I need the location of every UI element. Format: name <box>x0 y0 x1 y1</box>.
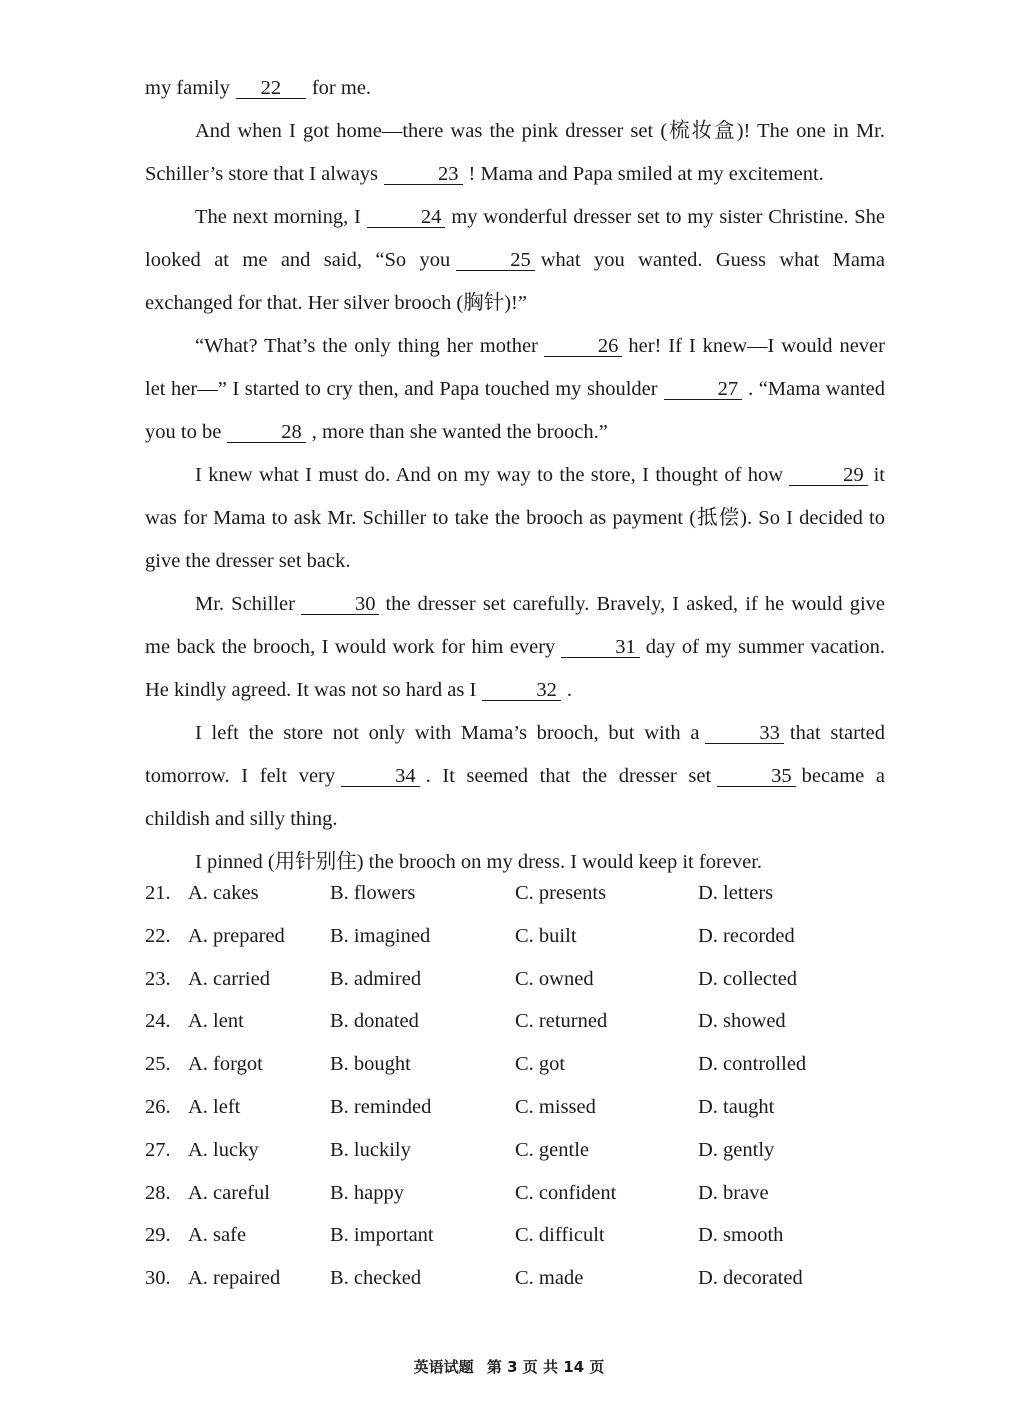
passage-paragraph <box>145 583 885 712</box>
passage-paragraph <box>145 67 885 110</box>
option-c: C. presents <box>515 882 607 904</box>
option-b: B. donated <box>330 1010 419 1033</box>
blank-25: 25 <box>456 250 535 271</box>
blank-33: 33 <box>705 723 784 744</box>
blank-23: 23 <box>384 164 463 185</box>
option-a: A. lent <box>188 1010 244 1033</box>
option-d: D. brave <box>698 1181 769 1204</box>
text: her! If I knew—I would never let her—” I started to cry then, and Papa touched my shoulder <box>145 335 885 400</box>
question-number: 23. <box>145 967 171 990</box>
question-row <box>145 874 885 917</box>
passage-paragraph <box>145 110 885 196</box>
option-a: A. left <box>188 1095 241 1118</box>
option-a: A. careful <box>188 1181 270 1204</box>
text: . <box>566 679 572 701</box>
text: , more than she wanted the brooch.” <box>311 421 608 443</box>
blank-28: 28 <box>227 422 306 443</box>
option-a: A. lucky <box>188 1138 259 1161</box>
question-row <box>145 917 885 960</box>
option-a: A. prepared <box>188 924 285 947</box>
option-d: D. taught <box>698 1095 775 1118</box>
blank-22: 22 <box>236 78 306 99</box>
option-a: A. forgot <box>188 1053 263 1076</box>
blank-27: 27 <box>664 379 743 400</box>
text: ! Mama and Papa smiled at my excitement. <box>468 163 824 185</box>
option-d: D. letters <box>698 882 774 904</box>
option-b: B. admired <box>330 967 422 990</box>
question-row <box>145 1216 885 1259</box>
blank-24: 24 <box>367 207 446 228</box>
text: the dresser set carefully. Bravely, I asked, if he would give me back the brooch, I would work for him every <box>145 593 885 658</box>
question-row <box>145 1259 885 1302</box>
option-d: D. smooth <box>698 1224 784 1247</box>
question-row <box>145 1088 885 1131</box>
blank-31: 31 <box>561 637 640 658</box>
question-number: 21. <box>145 882 171 904</box>
text: I left the store not only with Mama’s brooch, but with a <box>195 722 700 744</box>
text: it was for Mama to ask Mr. Schiller to take the brooch as payment (抵偿). So I decided to give the dresser set back. <box>145 464 885 572</box>
option-d: D. showed <box>698 1010 786 1033</box>
text: I pinned (用针别住) the brooch on my dress. I would keep it forever. <box>195 851 763 873</box>
footer-page-info: 第 3 页 共 14 页 <box>486 1358 605 1376</box>
option-d: D. decorated <box>698 1267 803 1290</box>
passage-paragraph <box>145 196 885 325</box>
question-number: 26. <box>145 1095 171 1118</box>
option-d: D. controlled <box>698 1053 807 1076</box>
blank-35: 35 <box>717 766 796 787</box>
text: . “Mama wanted you to be <box>145 378 885 443</box>
option-c: C. built <box>515 924 577 947</box>
option-b: B. happy <box>330 1181 405 1204</box>
question-row <box>145 1174 885 1217</box>
option-a: A. repaired <box>188 1267 281 1290</box>
option-c: C. got <box>515 1053 566 1076</box>
question-number: 28. <box>145 1181 171 1204</box>
question-number: 22. <box>145 924 171 947</box>
question-row <box>145 1002 885 1045</box>
text: And when I got home—there was the pink dresser set (梳妆盒)! The one in Mr. Schiller’s store that I always <box>145 120 885 185</box>
option-b: B. bought <box>330 1053 411 1076</box>
option-b: B. flowers <box>330 882 416 904</box>
passage-paragraph <box>145 325 885 454</box>
text: my wonderful dresser set to my sister Christine. She looked at me and said, “So you <box>145 206 885 271</box>
answer-options <box>145 874 885 1302</box>
text: . It seemed that the dresser set <box>425 765 712 787</box>
option-b: B. imagined <box>330 924 431 947</box>
option-d: D. gently <box>698 1138 775 1161</box>
text: I knew what I must do. And on my way to the store, I thought of how <box>195 464 784 486</box>
option-c: C. confident <box>515 1181 617 1204</box>
option-c: C. gentle <box>515 1138 590 1161</box>
option-c: C. difficult <box>515 1224 605 1247</box>
text: The next morning, I <box>195 206 361 228</box>
question-row <box>145 1131 885 1174</box>
question-number: 27. <box>145 1138 171 1161</box>
text: what you wanted. Guess what Mama exchanged for that. Her silver brooch (胸针)!” <box>145 249 885 314</box>
option-b: B. important <box>330 1224 434 1247</box>
question-row <box>145 960 885 1003</box>
option-b: B. luckily <box>330 1138 411 1161</box>
option-a: A. carried <box>188 967 270 990</box>
page-footer <box>0 1356 1018 1377</box>
option-b: B. reminded <box>330 1095 432 1118</box>
footer-subject: 英语试题 <box>413 1358 474 1376</box>
text: Mr. Schiller <box>195 593 295 615</box>
text: that started tomorrow. I felt very <box>145 722 885 787</box>
option-d: D. collected <box>698 967 798 990</box>
text: day of my summer vacation. He kindly agreed. It was not so hard as I <box>145 636 885 701</box>
question-number: 25. <box>145 1053 171 1076</box>
option-d: D. recorded <box>698 924 795 947</box>
passage-paragraph <box>145 454 885 583</box>
option-c: C. returned <box>515 1010 608 1033</box>
question-number: 29. <box>145 1224 171 1247</box>
option-a: A. safe <box>188 1224 247 1247</box>
blank-30: 30 <box>301 594 380 615</box>
text: “What? That’s the only thing her mother <box>195 335 538 357</box>
passage-paragraph <box>145 712 885 841</box>
text: my family <box>145 77 230 99</box>
text: became a childish and silly thing. <box>145 765 885 830</box>
option-c: C. missed <box>515 1095 596 1118</box>
blank-26: 26 <box>544 336 623 357</box>
passage <box>145 67 885 884</box>
question-number: 24. <box>145 1010 171 1033</box>
text: for me. <box>311 77 372 99</box>
option-c: C. owned <box>515 967 594 990</box>
option-a: A. cakes <box>188 882 259 904</box>
blank-34: 34 <box>341 766 420 787</box>
option-b: B. checked <box>330 1267 422 1290</box>
option-c: C. made <box>515 1267 584 1290</box>
blank-29: 29 <box>789 465 868 486</box>
blank-32: 32 <box>482 680 561 701</box>
question-row <box>145 1045 885 1088</box>
question-number: 30. <box>145 1267 171 1290</box>
